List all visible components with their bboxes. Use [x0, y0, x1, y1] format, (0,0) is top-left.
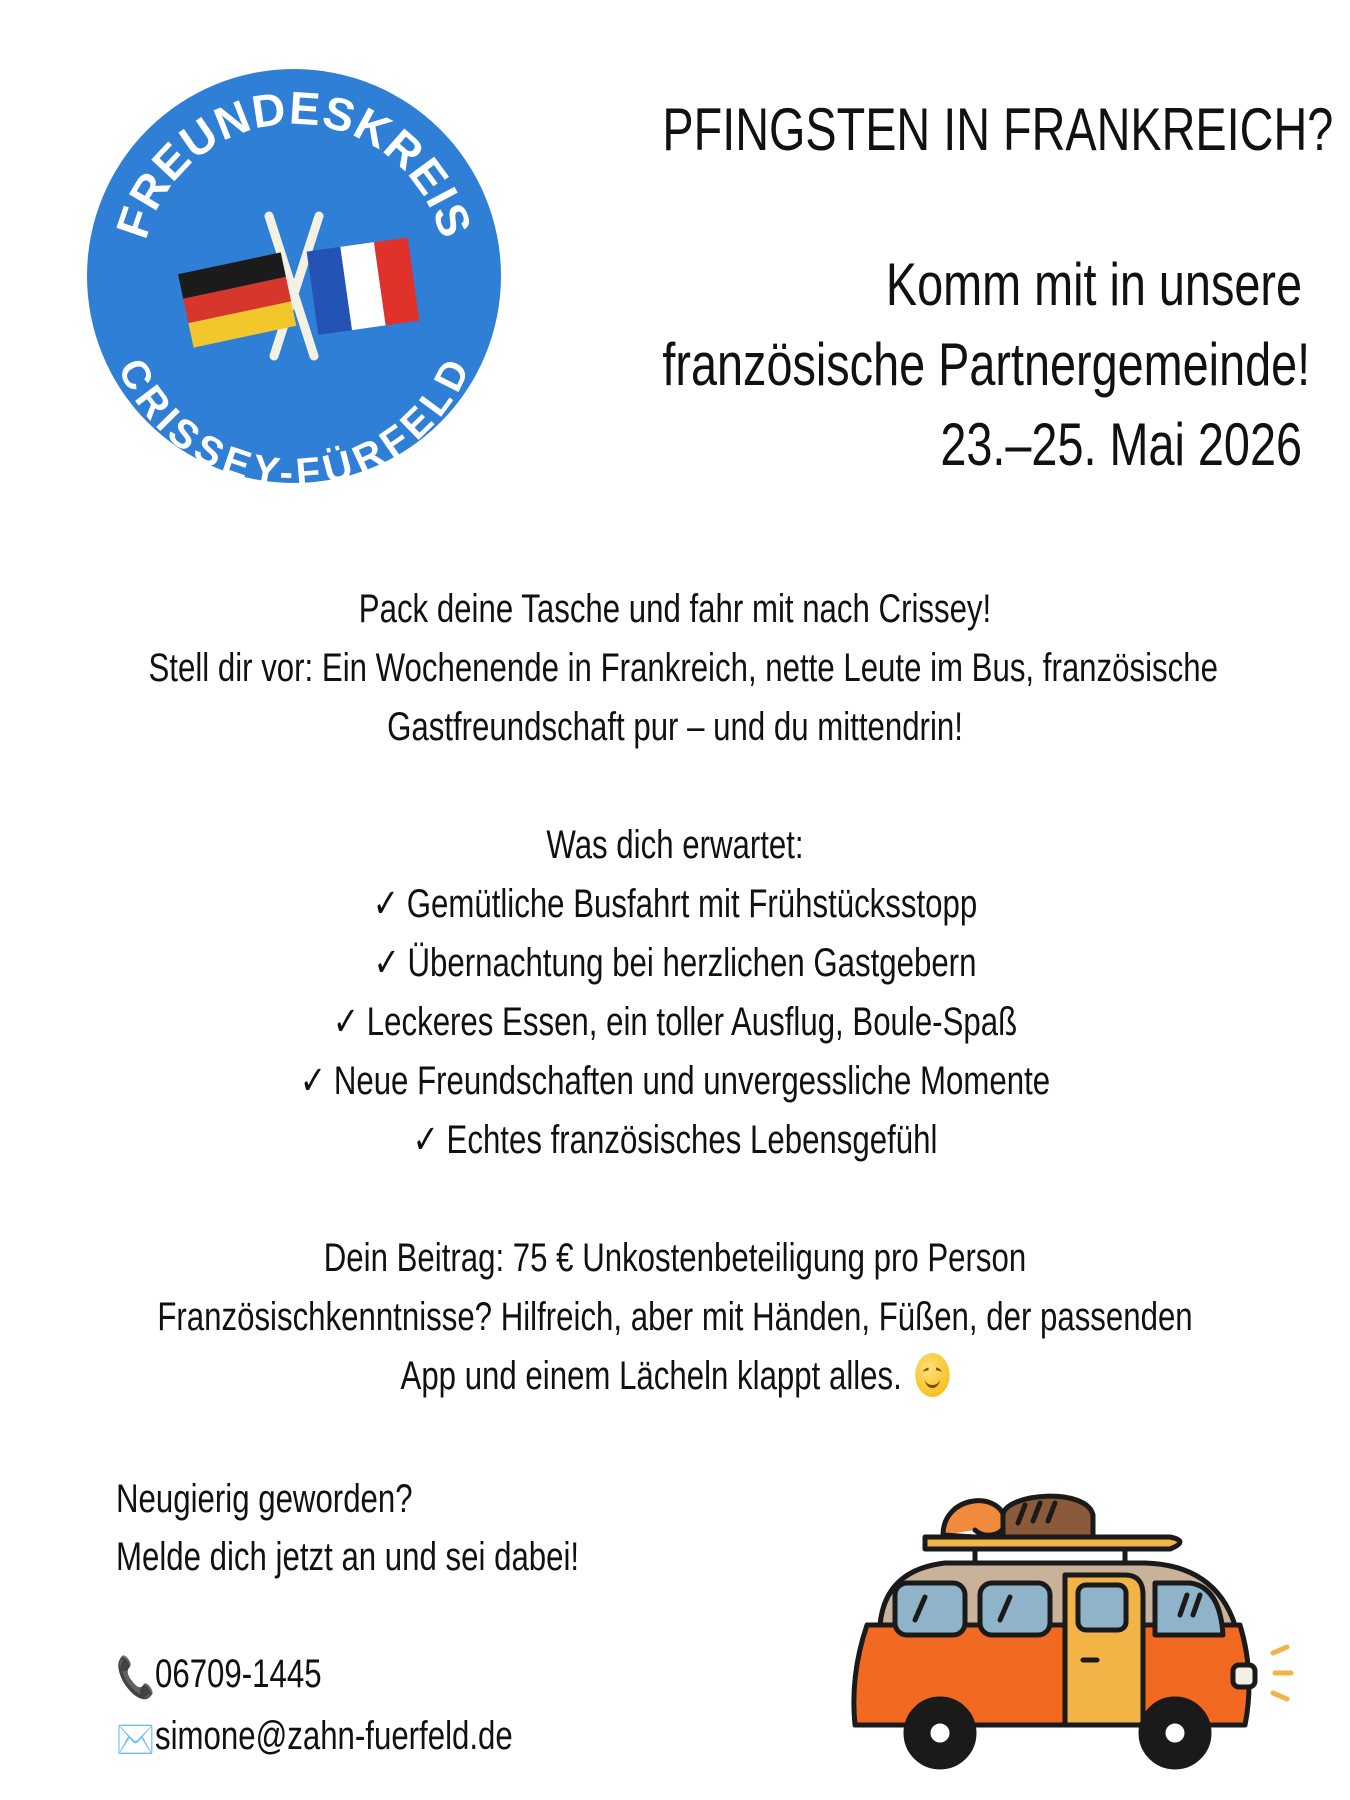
logo-top-text: FREUNDESKREIS — [105, 81, 483, 245]
list-item: ✓ Echtes französisches Lebensgefühl — [149, 1111, 1202, 1170]
list-item: ✓ Neue Freundschaften und unvergessliche Momente — [149, 1052, 1202, 1111]
freundeskreis-logo — [84, 66, 504, 486]
intro-line-2: Stell dir vor: Ein Wochenende in Frankreich, nette Leute im Bus, französische — [148, 646, 1218, 690]
header — [482, 95, 1334, 485]
headline: PFINGSTEN IN FRANKREICH? — [662, 96, 1334, 163]
check-icon: ✓ — [373, 941, 400, 985]
phone-icon: 📞 — [116, 1656, 155, 1700]
list-item: ✓ Gemütliche Busfahrt mit Frühstücksstopp — [149, 875, 1202, 934]
language-line-2: App und einem Lächeln klappt alles. — [149, 1347, 1202, 1406]
email-address[interactable]: simone@zahn-fuerfeld.de — [155, 1714, 513, 1758]
event-dates: 23.–25. Mai 2026 — [940, 411, 1302, 478]
check-icon: ✓ — [412, 1118, 439, 1162]
intro — [148, 580, 1218, 757]
main-text — [0, 580, 1350, 1406]
cta-line-2: Melde dich jetzt an und sei dabei! — [116, 1535, 580, 1579]
phone-number[interactable]: 06709-1445 — [155, 1652, 322, 1696]
camper-van-icon — [825, 1475, 1315, 1785]
intro-line-3: Gastfreundschaft pur – und du mittendrin! — [387, 705, 963, 749]
info — [149, 1229, 1202, 1406]
list-item: ✓ Übernachtung bei herzlichen Gastgebern — [149, 934, 1202, 993]
french-flag-icon — [307, 237, 420, 334]
smiling-face-icon — [915, 1353, 949, 1397]
subheadline — [662, 245, 1311, 485]
cta-line-1: Neugierig geworden? — [116, 1477, 413, 1521]
check-icon: ✓ — [332, 1000, 359, 1044]
mail-icon: ✉️ — [116, 1718, 155, 1762]
contact-block — [116, 1470, 916, 1769]
language-line-1: Französischkenntnisse? Hilfreich, aber mit Händen, Füßen, der passenden — [157, 1295, 1193, 1339]
expect-title: Was dich erwartet: — [546, 823, 804, 867]
phone-row[interactable] — [116, 1645, 740, 1707]
list-item: ✓ Leckeres Essen, ein toller Ausflug, Boule-Spaß — [149, 993, 1202, 1052]
check-icon: ✓ — [372, 882, 399, 926]
intro-line-1: Pack deine Tasche und fahr mit nach Crissey! — [358, 587, 992, 631]
logo-bottom-text: CRISSEY-FÜRFELD — [109, 351, 479, 486]
expect-list — [149, 816, 1202, 1170]
subheadline-line-2: französische Partnergemeinde! — [662, 331, 1311, 398]
subheadline-line-1: Komm mit in unsere — [885, 251, 1302, 318]
check-icon: ✓ — [299, 1059, 327, 1103]
price-line: Dein Beitrag: 75 € Unkostenbeteiligung pro Person — [323, 1236, 1027, 1280]
email-row[interactable] — [116, 1707, 740, 1769]
